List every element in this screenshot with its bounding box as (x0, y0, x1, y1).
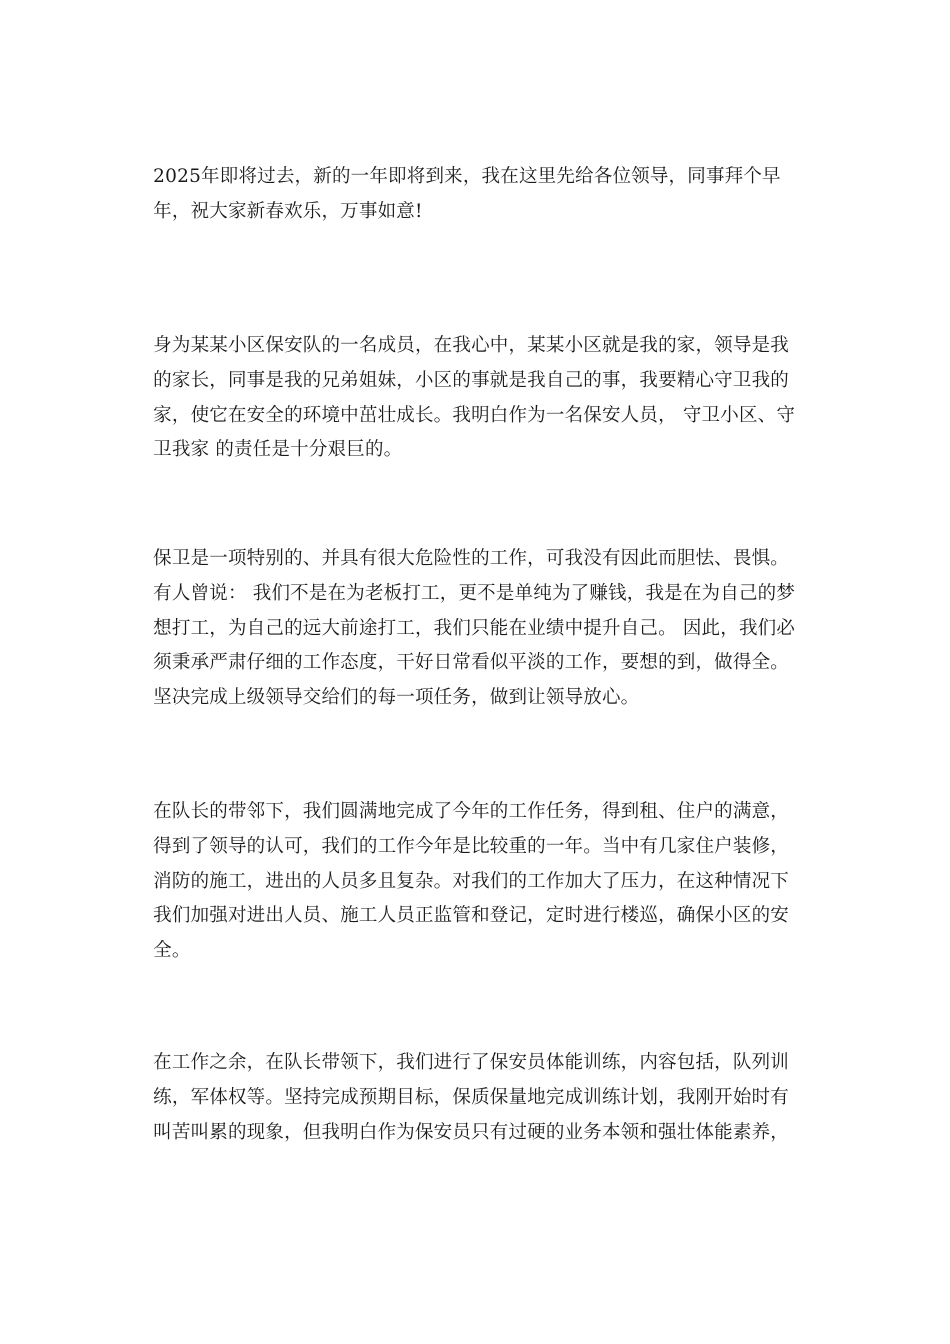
text-line: 在工作之余，在队长带领下，我们进行了保安员体能训练，内容包括，队列训 (153, 1052, 789, 1073)
paragraph-training (143, 1046, 811, 1150)
text-line: 想打工，为自己的远大前途打工，我们只能在业绩中提升自己。 因此，我们必 (153, 617, 796, 639)
text-line: 2025年即将过去，新的一年即将到来，我在这里先给各位领导，同事拜个早 (153, 166, 781, 187)
text-line: 练，军体权等。坚持完成预期目标，保质保量地完成训练计划，我刚开始时有 (153, 1086, 789, 1108)
text-line: 在队长的带邻下，我们圆满地完成了今年的工作任务，得到租、住户的满意， (153, 801, 789, 822)
text-line: 坚决完成上级领导交给们的每一项任务，做到让领导放心。 (153, 687, 640, 709)
paragraph-role-intro (143, 329, 811, 468)
text-line: 有人曾说： 我们不是在为老板打工，更不是单纯为了赚钱，我是在为自己的梦 (153, 582, 796, 604)
text-line: 的家长，同事是我的兄弟姐妹，小区的事就是我自己的事，我要精心守卫我的 (153, 369, 789, 391)
text-line: 全。 (153, 940, 191, 962)
text-line: 卫我家 的责任是十分艰巨的。 (153, 439, 403, 461)
text-line: 身为某某小区保安队的一名成员，在我心中，某某小区就是我的家，领导是我 (153, 335, 789, 356)
text-line: 年，祝大家新春欢乐，万事如意! (153, 200, 423, 222)
text-line: 叫苦叫累的现象，但我明白作为保安员只有过硬的业务本领和强壮体能素养， (153, 1121, 789, 1143)
text-line: 消防的施工，进出的人员多且复杂。对我们的工作加大了压力，在这种情况下 (153, 870, 789, 892)
text-line: 须秉承严肃仔细的工作态度，干好日常看似平淡的工作，要想的到，做得全。 (153, 652, 789, 674)
paragraph-new-year-greeting (143, 160, 811, 230)
text-line: 家，使它在安全的环境中茁壮成长。我明白作为一名保安人员， 守卫小区、守 (153, 404, 796, 426)
text-line: 保卫是一项特别的、并具有很大危险性的工作，可我没有因此而胆怯、畏惧。 (153, 548, 789, 569)
text-line: 我们加强对进出人员、施工人员正监管和登记，定时进行楼巡，确保小区的安 (153, 905, 789, 927)
text-line: 得到了领导的认可，我们的工作今年是比较重的一年。当中有几家住户装修， (153, 835, 789, 857)
paragraph-annual-work (143, 795, 811, 969)
paragraph-work-attitude (143, 542, 811, 716)
